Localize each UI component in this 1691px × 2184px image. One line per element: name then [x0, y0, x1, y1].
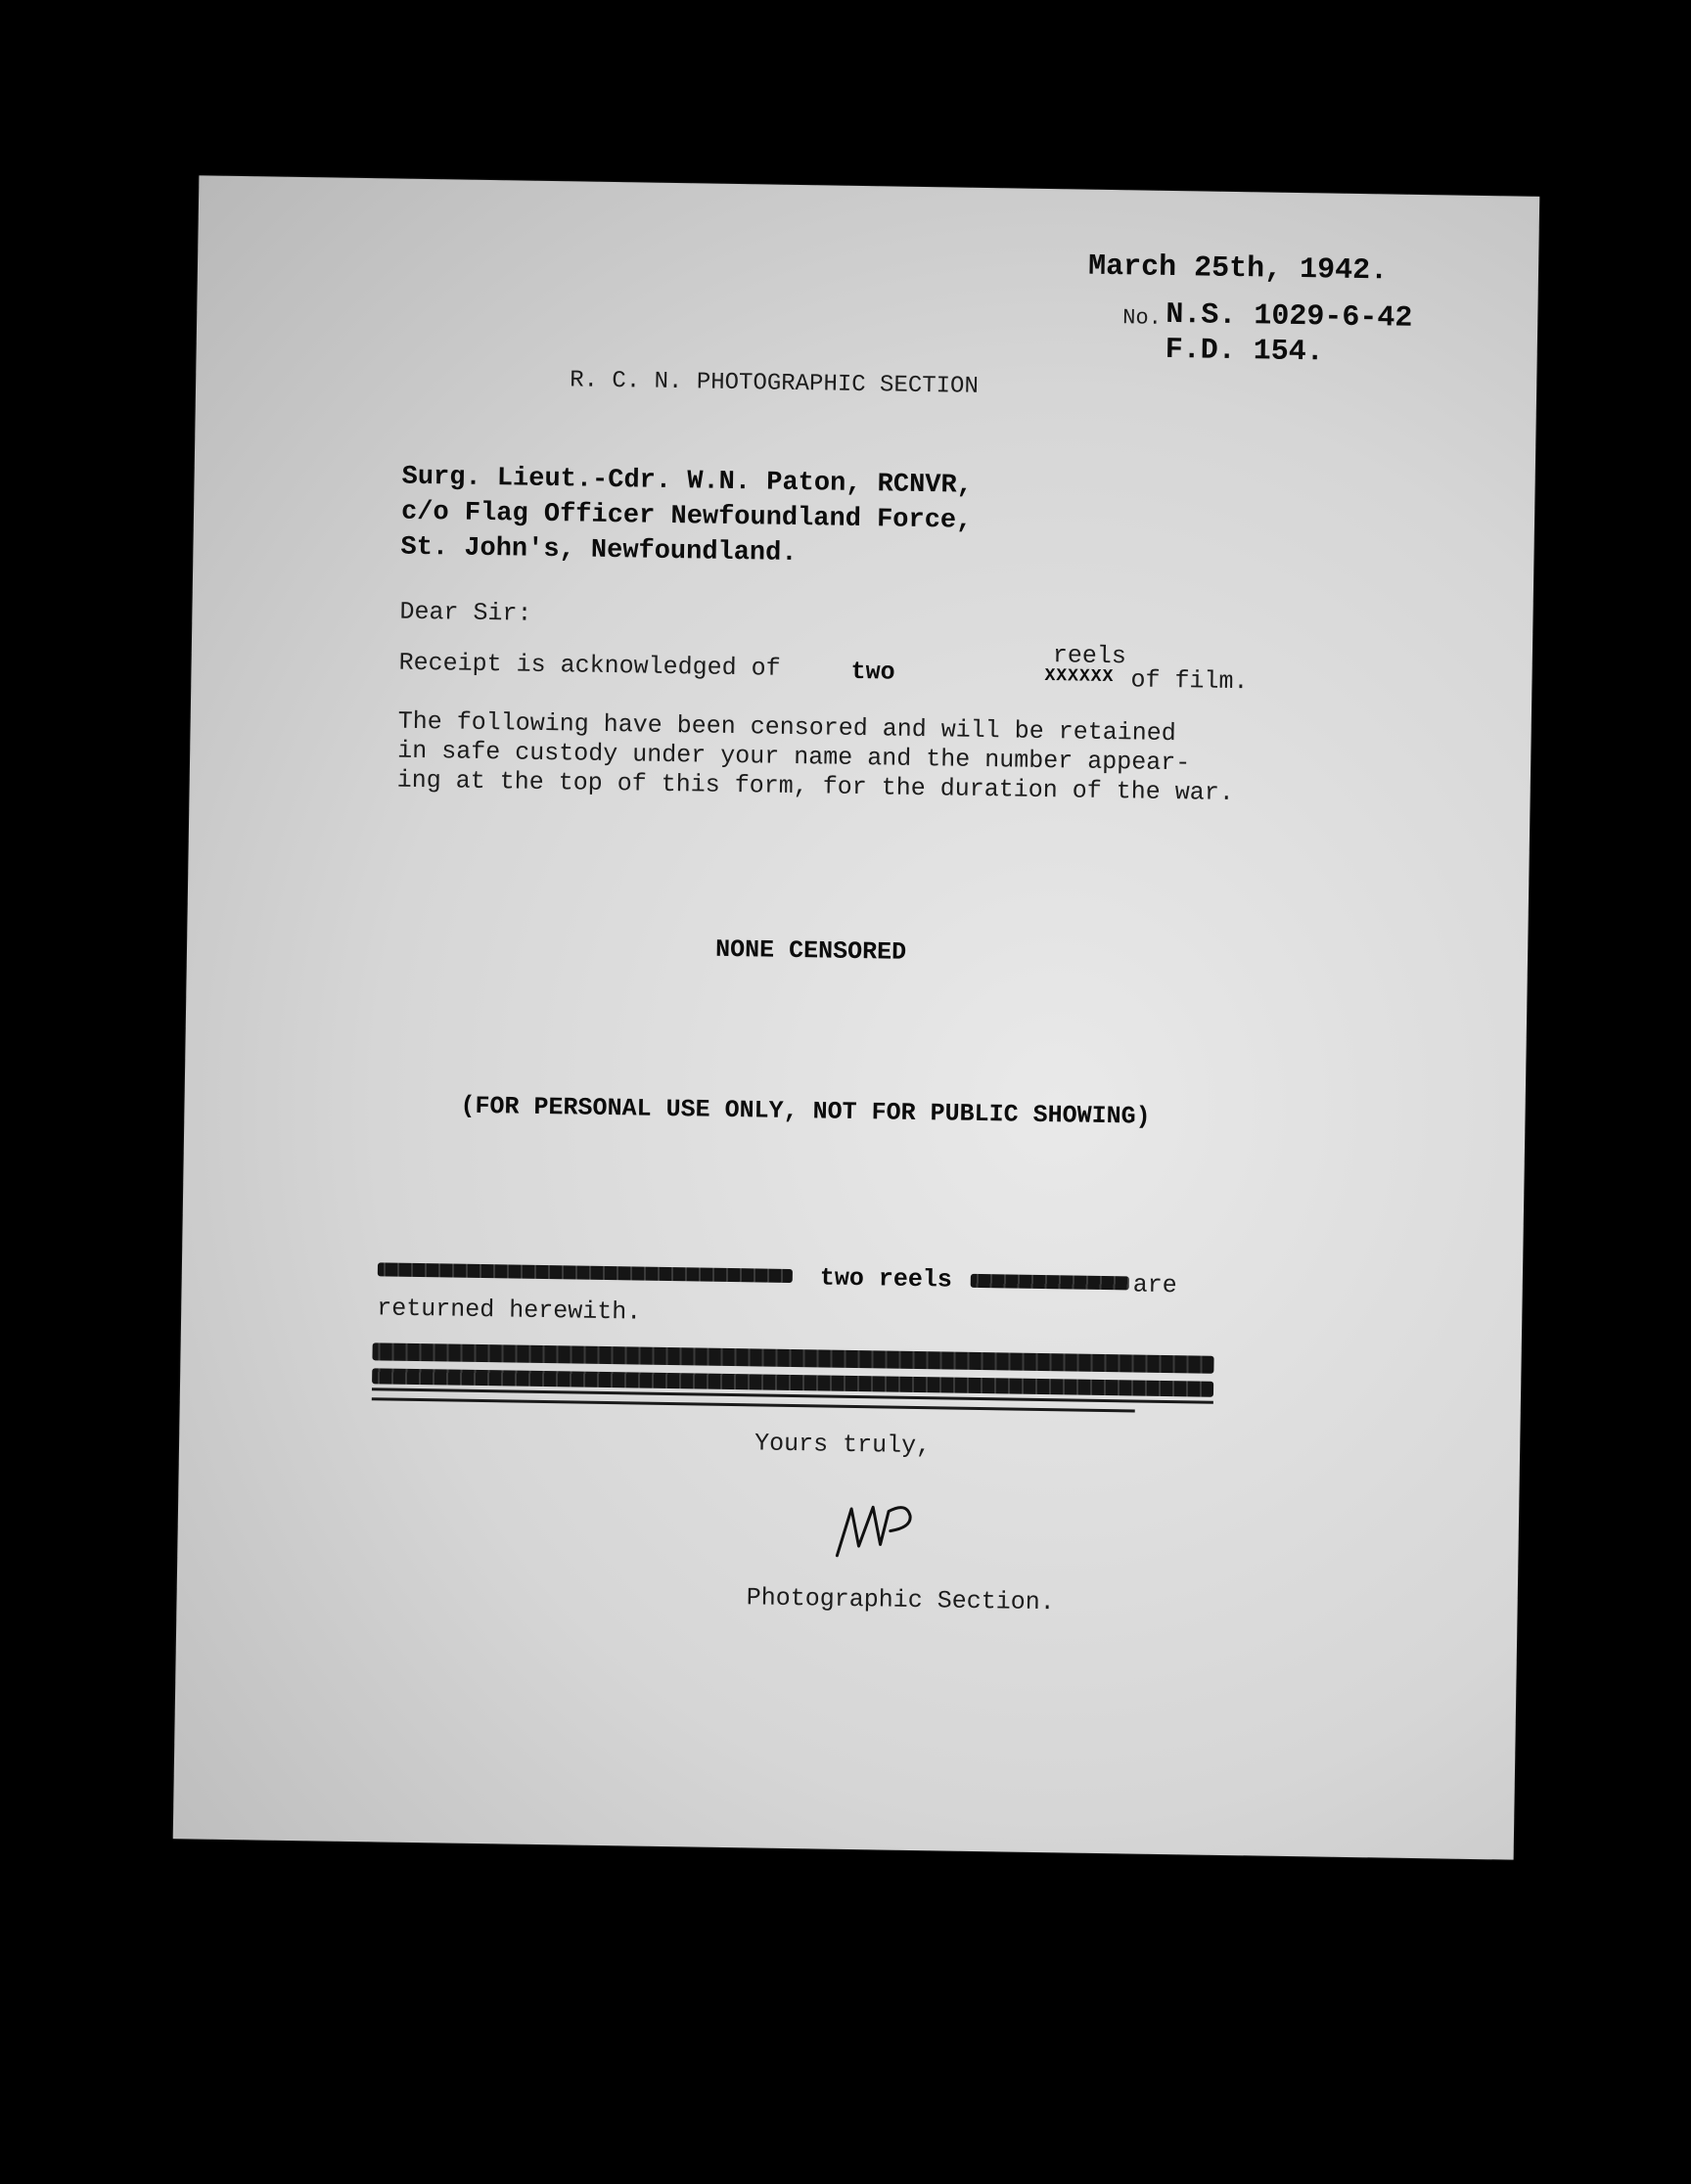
reference-prefix: No. [1122, 305, 1163, 331]
address-line-2: c/o Flag Officer Newfoundland Force, [400, 497, 973, 536]
struck-text-1 [378, 1262, 793, 1283]
closing: Yours truly, [754, 1429, 932, 1461]
receipt-tail: of film. [1130, 665, 1249, 697]
address-line-3: St. John's, Newfoundland. [400, 532, 798, 569]
returned-count: two reels [819, 1263, 953, 1295]
personal-use-notice: (FOR PERSONAL USE ONLY, NOT FOR PUBLIC SHOWING) [460, 1091, 1151, 1131]
salutation: Dear Sir: [399, 597, 532, 628]
returned-line-2: returned herewith. [377, 1294, 642, 1327]
signoff: Photographic Section. [746, 1583, 1055, 1617]
letter-page [173, 175, 1540, 1859]
receipt-count: two [850, 657, 895, 687]
letter-date: March 25th, 1942. [1087, 250, 1389, 289]
returned-are: are [1132, 1270, 1177, 1300]
reference-line-2: F.D. 154. [1165, 333, 1325, 370]
receipt-struck-unit: XXXXXX [1044, 665, 1115, 688]
struck-line-1 [372, 1342, 1213, 1374]
page-heading: R. C. N. PHOTOGRAPHIC SECTION [569, 367, 980, 400]
struck-text-2 [971, 1274, 1129, 1291]
receipt-unit-above: reels [1052, 641, 1127, 671]
receipt-text: Receipt is acknowledged of [398, 648, 781, 683]
signature-mark [829, 1497, 928, 1568]
struck-line-2 [372, 1368, 1213, 1397]
paragraph-line-1: The following have been censored and will be retained [397, 706, 1176, 749]
reference-line-1: N.S. 1029-6-42 [1165, 297, 1413, 336]
address-line-1: Surg. Lieut.-Cdr. W.N. Paton, RCNVR, [401, 462, 974, 501]
paragraph-line-3: ing at the top of this form, for the duration of the war. [396, 765, 1235, 808]
none-censored: NONE CENSORED [714, 934, 907, 967]
paragraph-line-2: in safe custody under your name and the number appear- [397, 736, 1191, 778]
